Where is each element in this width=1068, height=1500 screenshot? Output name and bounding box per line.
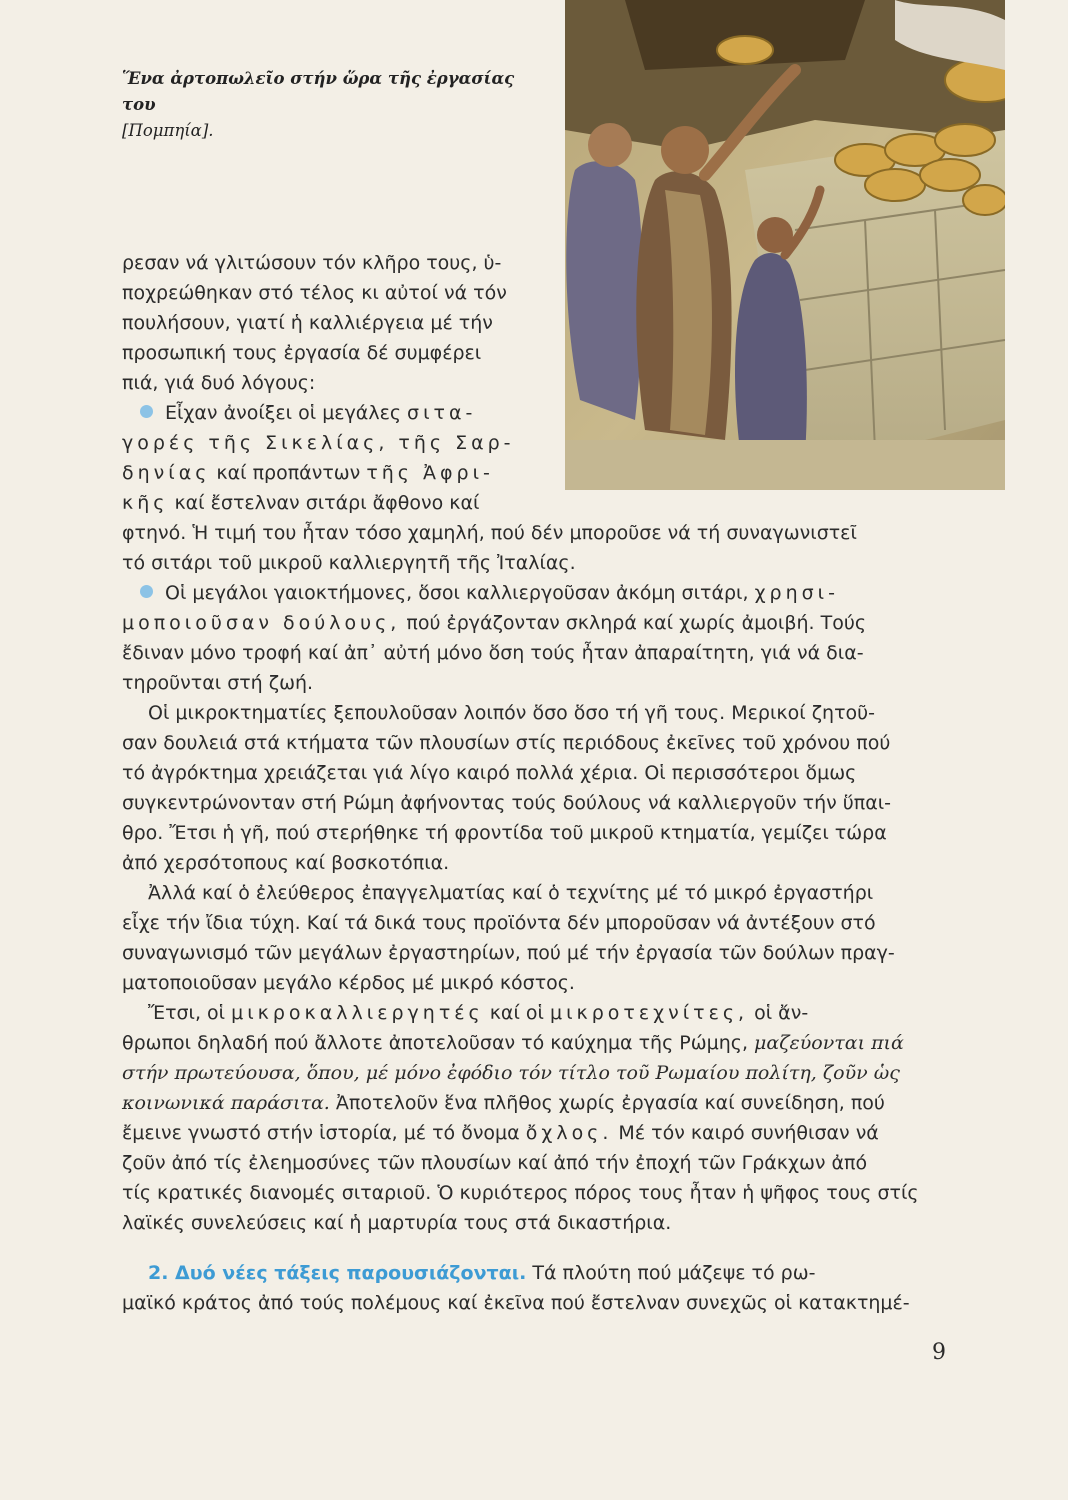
text-line [122, 998, 950, 1028]
section-heading: 2. Δυό νέες τάξεις παρουσιάζονται. [148, 1262, 527, 1284]
text-span: δηνίας [122, 462, 211, 484]
bullet-icon [140, 585, 153, 598]
text-span: πού ἐργάζονταν σκληρά καί χωρίς ἀμοιβή. Τούς [400, 612, 866, 634]
text-line [122, 1258, 950, 1288]
intro-paragraph [122, 248, 950, 398]
text-span: καί οἱ [483, 1002, 551, 1024]
text-line: πουλήσουν, γιατί ἡ καλλιέργεια μέ τήν [122, 312, 493, 334]
paragraph-3 [122, 698, 950, 878]
caption-title: Ἕνα ἀρτοπωλεῖο στήν ὥρα τῆς ἐργασίας του [122, 69, 515, 114]
text-line: συγκεντρώνονταν στή Ρώμη ἀφήνοντας τούς δούλους νά καλλιεργοῦν τήν ὕπαι- [122, 792, 892, 814]
text-span: μοποιοῦσαν δούλους, [122, 612, 401, 634]
text-line: πιά, γιά δυό λόγους: [122, 372, 316, 394]
text-span: τῆς Ἀφρι- [366, 462, 494, 484]
figure-caption [122, 66, 522, 144]
caption-place: [Πομπηία]. [122, 121, 214, 140]
text-span: Μέ τόν καιρό συνήθισαν νά [612, 1122, 879, 1144]
text-span: μαζεύονται πιά [754, 1032, 904, 1054]
text-span: χρησι- [754, 582, 839, 604]
text-span: Ἔτσι, οἱ [148, 1002, 232, 1024]
text-line: μαϊκό κράτος ἀπό τούς πολέμους καί ἐκεῖνα πού ἔστελναν συνεχῶς οἱ κατακτημέ- [122, 1292, 910, 1314]
text-line [122, 1088, 950, 1118]
paragraph-4 [122, 878, 950, 998]
text-line: ἀπό χερσότοπους καί βοσκοτόπια. [122, 852, 450, 874]
text-line [122, 458, 950, 488]
text-span: ἔμεινε γνωστό στήν ἱστορία, μέ τό ὄνομα [122, 1122, 526, 1144]
text-span: μικροκαλλιεργητές [231, 1002, 484, 1024]
text-line [122, 1028, 950, 1058]
text-line: τηροῦνται στή ζωή. [122, 672, 314, 694]
text-span: Ἀποτελοῦν ἕνα πλῆθος χωρίς ἐργασία καί συνείδηση, πού [329, 1092, 885, 1114]
text-span: κῆς [122, 492, 169, 514]
text-line [122, 578, 950, 608]
text-line: ρεσαν νά γλιτώσουν τόν κλῆρο τους, ὑ- [122, 252, 502, 274]
text-line: τό ἀγρόκτημα χρειάζεται γιά λίγο καιρό πολλά χέρια. Οἱ περισσότεροι ὅμως [122, 762, 857, 784]
text-span: θρωποι δηλαδή πού ἄλλοτε ἀποτελοῦσαν τό καύχημα τῆς Ρώμης, [122, 1032, 755, 1054]
bullet-paragraph-1 [122, 398, 950, 578]
text-line: συναγωνισμό τῶν μεγάλων ἐργαστηρίων, πού μέ τήν ἐργασία τῶν δούλων πραγ- [122, 942, 895, 964]
bullet-icon [140, 405, 153, 418]
text-line: φτηνό. Ἡ τιμή του ἦταν τόσο χαμηλή, πού δέν μποροῦσε νά τή συναγωνιστεῖ [122, 522, 857, 544]
text-span: Εἶχαν ἀνοίξει οἱ μεγάλες [165, 402, 408, 424]
text-line: ἔδιναν μόνο τροφή καί ἀπ᾿ αὐτή μόνο ὅση τούς ἦταν ἀπαραίτητη, γιά νά δια- [122, 642, 864, 664]
text-line [122, 488, 950, 518]
text-line: λαϊκές συνελεύσεις καί ἡ μαρτυρία τους στά δικαστήρια. [122, 1212, 672, 1234]
text-line: τίς κρατικές διανομές σιταριοῦ. Ὁ κυριότερος πόρος τους ἦταν ἡ ψῆφος τους στίς [122, 1182, 919, 1204]
text-line: Ἀλλά καί ὁ ἐλεύθερος ἐπαγγελματίας καί ὁ τεχνίτης μέ τό μικρό ἐργαστήρι [148, 882, 874, 904]
bullet-paragraph-2 [122, 578, 950, 698]
text-span: σιτα- [407, 402, 477, 424]
paragraph-5 [122, 998, 950, 1238]
text-line: προσωπική τους ἐργασία δέ συμφέρει [122, 342, 482, 364]
text-line: εἶχε τήν ἴδια τύχη. Καί τά δικά τους προϊόντα δέν μποροῦσαν νά ἀντέξουν στό [122, 912, 876, 934]
text-line: θρο. Ἔτσι ἡ γῆ, πού στερήθηκε τή φροντίδα τοῦ μικροῦ κτηματία, γεμίζει τώρα [122, 822, 887, 844]
text-line: ζοῦν ἀπό τίς ἐλεημοσύνες τῶν πλουσίων καί ἀπό τήν ἐποχή τῶν Γράκχων ἀπό [122, 1152, 868, 1174]
text-line: σαν δουλειά στά κτήματα τῶν πλουσίων στίς περιόδους ἐκεῖνες τοῦ χρόνου πού [122, 732, 891, 754]
section-2 [122, 1258, 950, 1318]
page-number: 9 [932, 1340, 946, 1365]
text-line [122, 608, 950, 638]
text-span: οἱ ἄν- [748, 1002, 809, 1024]
text-line: στήν πρωτεύουσα, ὅπου, μέ μόνο ἐφόδιο τόν τίτλο τοῦ Ρωμαίου πολίτη, ζοῦν ὡς [122, 1062, 900, 1084]
text-span: κοινωνικά παράσιτα. [122, 1092, 330, 1114]
text-line: Οἱ μικροκτηματίες ξεπουλοῦσαν λοιπόν ὅσο ὅσο τή γῆ τους. Μερικοί ζητοῦ- [148, 702, 875, 724]
text-line [122, 398, 950, 428]
text-span: Οἱ μεγάλοι γαιοκτήμονες, ὅσοι καλλιεργοῦσαν ἀκόμη σιτάρι, [165, 582, 755, 604]
text-line: γορές τῆς Σικελίας, τῆς Σαρ- [122, 432, 515, 454]
text-line: τό σιτάρι τοῦ μικροῦ καλλιεργητῆ τῆς Ἰταλίας. [122, 552, 576, 574]
text-line: ποχρεώθηκαν στό τέλος κι αὐτοί νά τόν [122, 282, 507, 304]
text-line: ματοποιοῦσαν μεγάλο κέρδος μέ μικρό κόστος. [122, 972, 575, 994]
text-span: ὄχλος. [525, 1122, 613, 1144]
text-span: μικροτεχνίτες, [550, 1002, 749, 1024]
text-span: καί ἔστελναν σιτάρι ἄφθονο καί [168, 492, 480, 514]
text-span: καί προπάντων [210, 462, 367, 484]
text-span: Τά πλούτη πού μάζεψε τό ρω- [526, 1262, 816, 1284]
text-line [122, 1118, 950, 1148]
